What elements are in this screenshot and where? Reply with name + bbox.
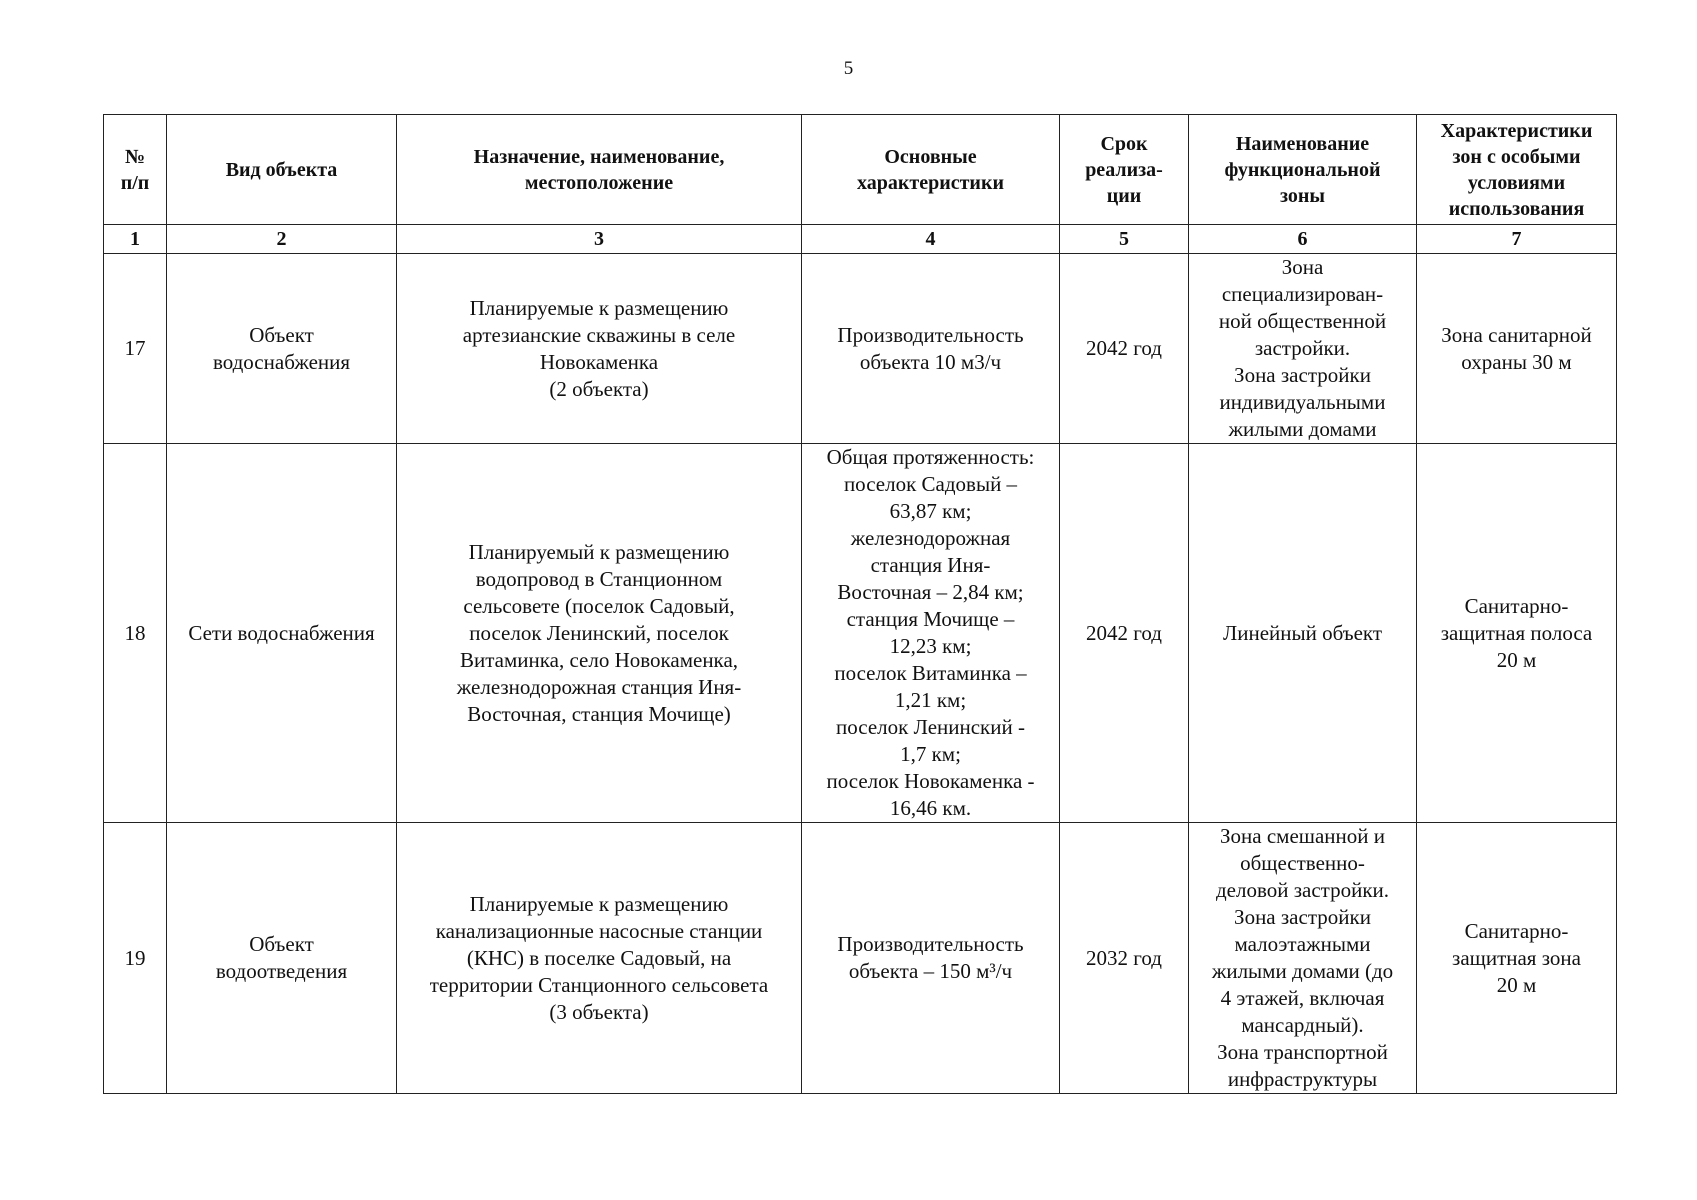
purpose-cell: Планируемые к размещению канализационные насосные станции (КНС) в поселке Садовый, на территории Станционного сельсовета (3 объекта)	[397, 823, 802, 1094]
column-number: 3	[397, 225, 802, 254]
characteristics-cell: Общая протяженность: поселок Садовый – 63,87 км; железнодорожная станция Иня- Восточная – 2,84 км; станция Мочище – 12,23 км; поселок Витаминка – 1,21 км; поселок Ленинский - 1,7 км; поселок Новокаменка - 16,46 км.	[802, 444, 1060, 823]
header-number: № п/п	[104, 115, 167, 225]
header-functional-zone: Наименование функциональной зоны	[1189, 115, 1417, 225]
term-cell: 2042 год	[1060, 444, 1189, 823]
characteristics-cell: Производительность объекта – 150 м³/ч	[802, 823, 1060, 1094]
row-number: 19	[104, 823, 167, 1094]
header-object-type: Вид объекта	[167, 115, 397, 225]
column-number: 4	[802, 225, 1060, 254]
row-number: 17	[104, 254, 167, 444]
objects-table	[103, 114, 1617, 1094]
column-numbers-row	[104, 225, 1617, 254]
page-number: 5	[843, 58, 854, 79]
table-row	[104, 254, 1617, 444]
special-zone-cell: Санитарно- защитная зона 20 м	[1417, 823, 1617, 1094]
functional-zone-cell: Зона специализирован- ной общественной застройки. Зона застройки индивидуальными жилыми домами	[1189, 254, 1417, 444]
functional-zone-cell: Зона смешанной и общественно- деловой застройки. Зона застройки малоэтажными жилыми домами (до 4 этажей, включая мансардный). Зона транспортной инфраструктуры	[1189, 823, 1417, 1094]
column-number: 2	[167, 225, 397, 254]
column-number: 5	[1060, 225, 1189, 254]
header-term: Срок реализа- ции	[1060, 115, 1189, 225]
header-characteristics: Основные характеристики	[802, 115, 1060, 225]
row-number: 18	[104, 444, 167, 823]
purpose-cell: Планируемые к размещению артезианские скважины в селе Новокаменка (2 объекта)	[397, 254, 802, 444]
object-type-cell: Сети водоснабжения	[167, 444, 397, 823]
object-type-cell: Объект водоотведения	[167, 823, 397, 1094]
table-row	[104, 823, 1617, 1094]
term-cell: 2032 год	[1060, 823, 1189, 1094]
special-zone-cell: Зона санитарной охраны 30 м	[1417, 254, 1617, 444]
term-cell: 2042 год	[1060, 254, 1189, 444]
object-type-cell: Объект водоснабжения	[167, 254, 397, 444]
purpose-cell: Планируемый к размещению водопровод в Станционном сельсовете (поселок Садовый, поселок Ленинский, поселок Витаминка, село Новокаменка, железнодорожная станция Иня- Восточная, станция Мочище)	[397, 444, 802, 823]
table-row	[104, 444, 1617, 823]
characteristics-cell: Производительность объекта 10 м3/ч	[802, 254, 1060, 444]
special-zone-cell: Санитарно- защитная полоса 20 м	[1417, 444, 1617, 823]
column-number: 6	[1189, 225, 1417, 254]
column-number: 7	[1417, 225, 1617, 254]
header-special-zone: Характеристики зон с особыми условиями использования	[1417, 115, 1617, 225]
functional-zone-cell: Линейный объект	[1189, 444, 1417, 823]
header-purpose: Назначение, наименование, местоположение	[397, 115, 802, 225]
table-header-row	[104, 115, 1617, 225]
column-number: 1	[104, 225, 167, 254]
